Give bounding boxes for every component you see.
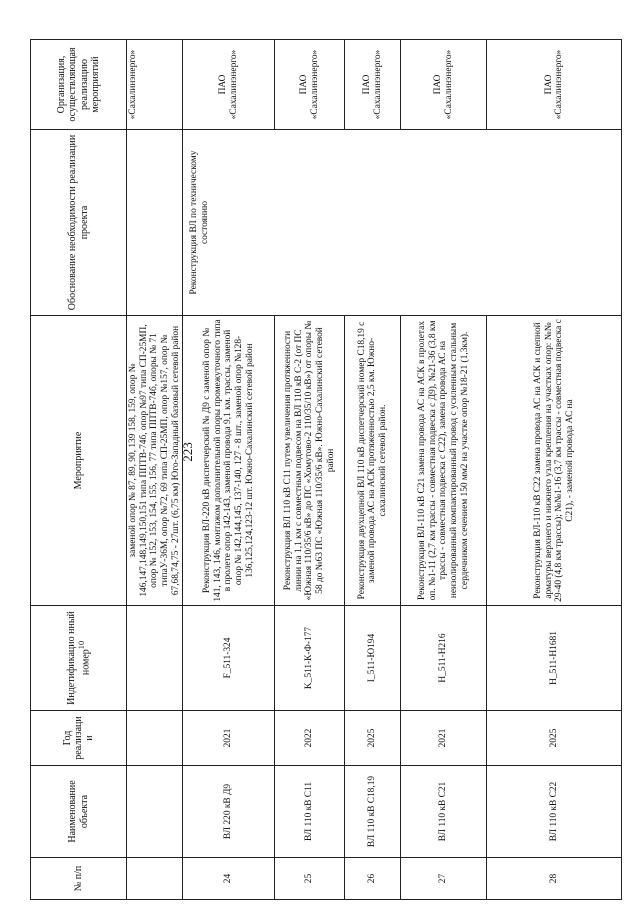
cell-num bbox=[127, 858, 183, 900]
rotated-table-wrapper bbox=[30, 40, 585, 900]
cell-object: ВЛ 110 кВ С21 bbox=[401, 766, 487, 858]
header-org: Организация, осуществляющая реализацию мероприятий bbox=[31, 40, 127, 130]
cell-year: 2021 bbox=[183, 711, 275, 766]
header-activity: Мероприятие bbox=[31, 316, 127, 606]
table-row bbox=[183, 40, 275, 900]
header-id-footnote: 10 bbox=[76, 640, 86, 650]
cell-activity: Реконструкция ВЛ-220 кВ диспетчерский № Д9 с заменой опор № 141, 143, 146, монтажом дополнительной опоры промежуточного типа в пролете опор 142-143, заменой провода 9,1 км. трассы, заменой опор № 142,144,145, 137-140, 127 - 8 шт., заменой опор №128-136,125,124,123-12 шт. Южно-Сахалинский сетевой район bbox=[183, 316, 275, 606]
cell-year: 2025 bbox=[487, 711, 622, 766]
cell-basis bbox=[127, 130, 183, 316]
cell-org: ПАО «Сахалинэнерго» bbox=[275, 40, 345, 130]
cell-year: 2025 bbox=[345, 711, 401, 766]
cell-id: K_511-К-Ф-177 bbox=[275, 606, 345, 711]
cell-org: ПАО «Сахалинэнерго» bbox=[345, 40, 401, 130]
cell-activity: Реконструкция ВЛ-110 кВ С22 замена провода АС на АСК и сцепной арматуры верхнего и нижнего узла крепления на участках опор: №№ 29-40 (4,8 км трассы); №№1-16 (3,7 км трассы - совместная подвеска с С21), - заменой провода АС на bbox=[487, 316, 622, 606]
cell-year bbox=[127, 711, 183, 766]
cell-org: ПАО «Сахалинэнерго» bbox=[183, 40, 275, 130]
header-basis: Обоснование необходимости реализации проекта bbox=[31, 130, 127, 316]
cell-object: ВЛ 110 кВ С22 bbox=[487, 766, 622, 858]
activities-table bbox=[30, 39, 622, 900]
cell-year: 2021 bbox=[401, 711, 487, 766]
cell-activity: Реконструкция ВЛ 110 кВ С11 путем увеличения протяженности линии на 1,1 км с совместным подвесом на ВЛ 110 кВ С-2 (от ПС «Южная 110/35/6 кВ» до ПС «Хомутово-2 110/35/10 кВ») от опоры № 58 до №63 ПС «Южная 110/35/6 кВ». Южно-Сахалинский сетевой район bbox=[275, 316, 345, 606]
cell-num: 24 bbox=[183, 858, 275, 900]
cell-id: F_511-324 bbox=[183, 606, 275, 711]
cell-id bbox=[127, 606, 183, 711]
header-id bbox=[31, 606, 127, 711]
cell-org: «Сахалинэнерго» bbox=[127, 40, 183, 130]
header-object: Наименование объекта bbox=[31, 766, 127, 858]
cell-year: 2022 bbox=[275, 711, 345, 766]
cell-basis-shared: Реконструкция ВЛ по техническому состоянию bbox=[183, 130, 622, 316]
cell-num: 27 bbox=[401, 858, 487, 900]
cell-org: ПАО «Сахалинэнерго» bbox=[487, 40, 622, 130]
table-row-continuation bbox=[127, 40, 183, 900]
cell-num: 25 bbox=[275, 858, 345, 900]
cell-activity: заменой опор № 87, 89, 90, 139 158, 159, опор № 146,147,148,149,150,151 типа ППТВ-74б, опор №97 типа СП-25МП, опор № 152, 153, 154, 155, 156, 77 типа ППТВ-74б, опоры № 71 типаУ-36М, опор №72, 69 типа СП-25МП, опор №157, опор № 67,68,74,75 - 27шт. (6,75 км) Юго-Западный базовый сетевой район bbox=[127, 316, 183, 606]
cell-num: 28 bbox=[487, 858, 622, 900]
header-num: № п/п bbox=[31, 858, 127, 900]
cell-id: H_511-H1681 bbox=[487, 606, 622, 711]
cell-activity: Реконструкция двухцепной ВЛ 110 кВ диспетчерский номер С18,19 с заменой провода АС на АСК протяженностью 2,5 км. Южно-сахалинский сетевой район. bbox=[345, 316, 401, 606]
cell-org: ПАО «Сахалинэнерго» bbox=[401, 40, 487, 130]
cell-id: I_511-Ю194 bbox=[345, 606, 401, 711]
page-number: 223 bbox=[180, 442, 195, 462]
cell-object bbox=[127, 766, 183, 858]
cell-id: H_511-H216 bbox=[401, 606, 487, 711]
cell-object: ВЛ 110 кВ С11 bbox=[275, 766, 345, 858]
table-header-row bbox=[31, 40, 127, 900]
header-year: Год реализаци и bbox=[31, 711, 127, 766]
header-id-text: Индетификацио нный номер bbox=[65, 611, 92, 705]
cell-object: ВЛ 110 кВ С18,19 bbox=[345, 766, 401, 858]
cell-activity: Реконструкция ВЛ-110 кВ С21 замена провода АС на АСК в пролетах оп. №1-11 (2,7 км трассы - совместная подвеска с Д9), №21-36 (3,8 км трассы - совместная подвеска с С22), замена провода АС на неизолированный компактированный провод с усиленным стальным сердечником сечением 150 мм2 на участке опор №18-21 (1,3км). bbox=[401, 316, 487, 606]
cell-object: ВЛ 220 кВ Д9 bbox=[183, 766, 275, 858]
cell-num: 26 bbox=[345, 858, 401, 900]
